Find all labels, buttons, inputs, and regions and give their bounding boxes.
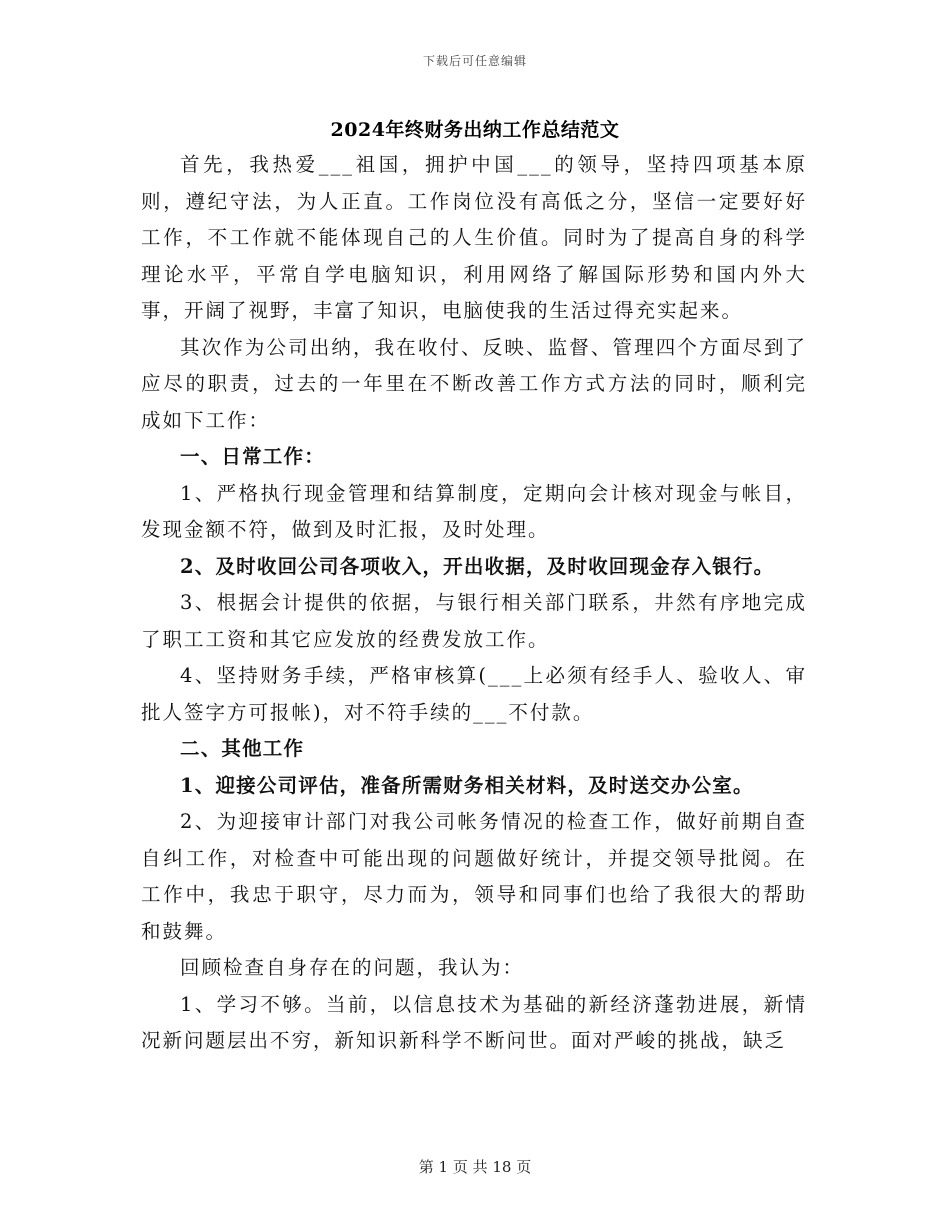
paragraph-intro: 首先，我热爱___祖国，拥护中国___的领导，坚持四项基本原则，遵纪守法，为人正直。工作岗位没有高低之分，坚信一定要好好工作，不工作就不能体现自己的人生价值。同时为了提高自身的科学理论水平，平常自学电脑知识，利用网络了解国际形势和国内外大事，开阔了视野，丰富了知识，电脑使我的生活过得充实起来。 <box>141 153 807 322</box>
paragraph-duties: 其次作为公司出纳，我在收付、反映、监督、管理四个方面尽到了应尽的职责，过去的一年里在不断改善工作方式方法的同时，顺利完成如下工作： <box>141 335 807 432</box>
list-item-payroll: 3、根据会计提供的依据，与银行相关部门联系，井然有序地完成了职工工资和其它应发放的经费发放工作。 <box>141 591 807 651</box>
section-heading-other-work: 二、其他工作 <box>180 737 305 760</box>
list-item-assessment: 1、迎接公司评估，准备所需财务相关材料，及时送交办公室。 <box>180 773 754 797</box>
page-header-note: 下载后可任意编辑 <box>422 54 527 68</box>
document-title: 2024年终财务出纳工作总结范文 <box>330 119 620 141</box>
list-item-cash-management: 1、严格执行现金管理和结算制度，定期向会计核对现金与帐目，发现金额不符，做到及时汇报，及时处理。 <box>141 481 807 541</box>
document-body <box>141 147 807 1060</box>
page-number: 第 1 页 共 18 页 <box>418 1158 532 1176</box>
list-item-procedures: 4、坚持财务手续，严格审核算(___上必须有经手人、验收人、审批人签字方可报帐)，对不符手续的___不付款。 <box>141 664 807 724</box>
section-heading-daily-work: 一、日常工作： <box>180 445 325 468</box>
list-item-audit: 2、为迎接审计部门对我公司帐务情况的检查工作，做好前期自查自纠工作，对检查中可能出现的问题做好统计，并提交领导批阅。在工作中，我忠于职守，尽力而为，领导和同事们也给了我很大的帮助和鼓舞。 <box>141 810 807 943</box>
list-item-study: 1、学习不够。当前，以信息技术为基础的新经济蓬勃进展，新情况新问题层出不穷，新知识新科学不断问世。面对严峻的挑战，缺乏 <box>141 992 807 1052</box>
paragraph-review: 回顾检查自身存在的问题，我认为： <box>180 956 525 979</box>
list-item-collect-income: 2、及时收回公司各项收入，开出收据，及时收回现金存入银行。 <box>180 554 775 578</box>
